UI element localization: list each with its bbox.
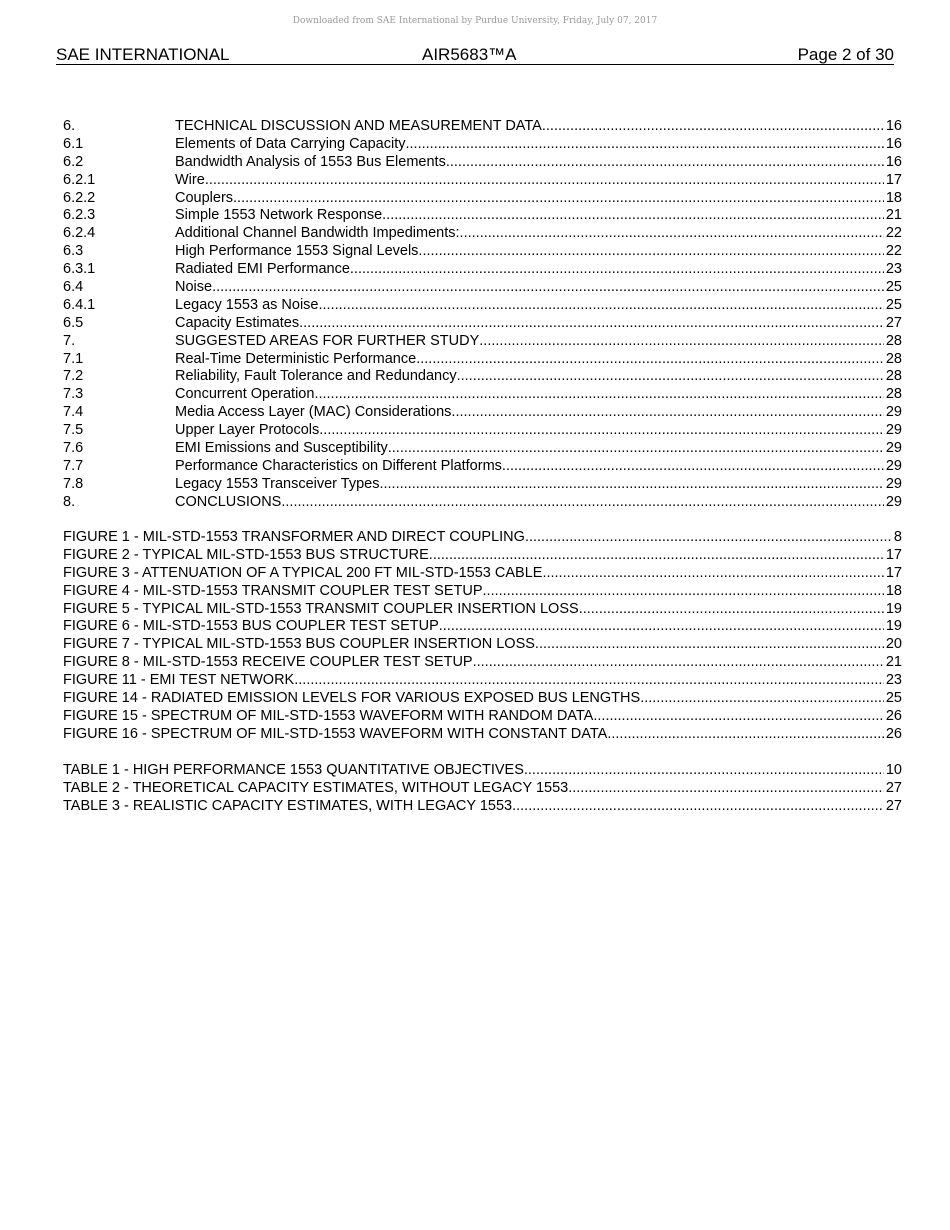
dot-leader [525,529,892,547]
dot-leader [281,494,884,512]
toc-entry-number: 6.2.3 [63,207,96,224]
toc-entry[interactable] [63,547,902,565]
toc-entry-page: 29 [885,440,902,457]
toc-entry-number: 6.5 [63,314,84,331]
toc-entry-title: Media Access Layer (MAC) Considerations [175,404,452,421]
toc-entry-title: Reliability, Fault Tolerance and Redundancy [175,368,457,385]
toc-entry-page: 19 [885,600,902,617]
dot-leader [299,315,884,333]
dot-leader [406,136,884,154]
toc-entry[interactable] [63,529,902,547]
toc-entry-page: 29 [885,457,902,474]
toc-entry[interactable] [63,494,902,512]
dot-leader [233,190,884,208]
toc-entry-page: 28 [885,332,902,349]
toc-entry[interactable] [63,118,902,136]
toc-entry-page: 23 [885,672,902,689]
dot-leader [446,154,884,172]
header-page-number: Page 2 of 30 [797,45,894,64]
toc-entry[interactable] [63,190,902,208]
toc-entry-number: 6.2.1 [63,171,96,188]
dot-leader [542,565,883,583]
toc-entry-title: Additional Channel Bandwidth Impediments: [175,225,460,242]
toc-entry[interactable] [63,136,902,154]
toc-entry-page: 28 [885,350,902,367]
toc-entry-page: 23 [885,261,902,278]
toc-entry[interactable] [63,261,902,279]
toc-entry-title: Capacity Estimates [175,314,300,331]
toc-entry-page: 28 [885,386,902,403]
toc-entry-title: TECHNICAL DISCUSSION AND MEASUREMENT DATA [175,118,542,134]
toc-entry-page: 17 [885,546,902,563]
toc-entry-page: 22 [885,243,902,260]
toc-entry-page: 18 [885,582,902,599]
toc-entry[interactable] [63,636,902,654]
header-document-id: AIR5683™A [422,45,517,64]
toc-entry-page: 19 [885,618,902,635]
toc-entry-number: 7.1 [63,350,84,367]
toc-entry-title: Real-Time Deterministic Performance [175,350,417,367]
toc-entry-title: FIGURE 8 - MIL-STD-1553 RECEIVE COUPLER TEST SETUP [63,654,473,671]
toc-entry-page: 16 [885,153,902,170]
toc-entry-title: CONCLUSIONS [175,493,282,510]
toc-entry-title: Couplers [175,189,234,206]
dot-leader [350,261,884,279]
toc-entry-title: SUGGESTED AREAS FOR FURTHER STUDY [175,332,480,349]
toc-entry-number: 6.4.1 [63,296,96,313]
toc-entry-title: FIGURE 14 - RADIATED EMISSION LEVELS FOR VARIOUS EXPOSED BUS LENGTHS [63,690,641,707]
toc-entry[interactable] [63,762,902,780]
table-of-contents-sections [63,118,902,512]
download-watermark: Downloaded from SAE International by Purdue University, Friday, July 07, 2017 [292,16,658,26]
toc-entry-page: 27 [885,314,902,331]
dot-leader [388,440,884,458]
toc-entry[interactable] [63,279,902,297]
toc-entry-title: FIGURE 1 - MIL-STD-1553 TRANSFORMER AND DIRECT COUPLING [63,529,525,545]
toc-entry[interactable] [63,422,902,440]
toc-entry-title: Concurrent Operation [175,386,315,403]
toc-entry[interactable] [63,476,902,494]
toc-entry[interactable] [63,368,902,386]
toc-entry-title: Wire [175,171,205,188]
toc-entry-title: Legacy 1553 Transceiver Types [175,475,380,492]
toc-entry-title: FIGURE 3 - ATTENUATION OF A TYPICAL 200 FT MIL-STD-1553 CABLE [63,564,543,581]
toc-entry-page: 16 [885,135,902,152]
toc-entry-page: 18 [885,189,902,206]
toc-entry[interactable] [63,654,902,672]
toc-entry-title: TABLE 2 - THEORETICAL CAPACITY ESTIMATES, WITHOUT LEGACY 1553 [63,779,569,796]
toc-entry-title: Bandwidth Analysis of 1553 Bus Elements [175,153,446,170]
toc-entry-title: Performance Characteristics on Different Platforms [175,457,502,474]
dot-leader [212,279,884,297]
toc-entry-page: 22 [885,225,902,242]
toc-entry-page: 17 [885,171,902,188]
toc-entry[interactable] [63,690,902,708]
toc-entry-title: FIGURE 6 - MIL-STD-1553 BUS COUPLER TEST SETUP [63,618,439,635]
dot-leader [524,762,884,780]
toc-entry-title: FIGURE 15 - SPECTRUM OF MIL-STD-1553 WAVEFORM WITH RANDOM DATA [63,707,594,724]
toc-entry-number: 7.8 [63,475,84,492]
toc-entry-page: 21 [885,654,902,671]
toc-entry[interactable] [63,351,902,369]
toc-entry-number: 7.7 [63,457,84,474]
dot-leader [319,422,884,440]
toc-entry-number: 6.1 [63,135,84,152]
toc-entry-page: 26 [885,725,902,742]
toc-entry-page: 25 [885,296,902,313]
toc-entry[interactable] [63,780,902,798]
toc-entry-title: FIGURE 5 - TYPICAL MIL-STD-1553 TRANSMIT COUPLER INSERTION LOSS [63,600,579,617]
toc-entry[interactable] [63,672,902,690]
header-organization: SAE INTERNATIONAL [56,45,230,64]
dot-leader [542,118,884,136]
toc-entry[interactable] [63,243,902,261]
toc-entry-page: 27 [885,797,902,814]
dot-leader [382,207,884,225]
dot-leader [205,172,884,190]
dot-leader [593,708,884,726]
toc-entry[interactable] [63,315,902,333]
toc-entry-page: 29 [885,404,902,421]
toc-entry-number: 6. [63,118,76,134]
toc-entry[interactable] [63,207,902,225]
toc-entry-title: TABLE 1 - HIGH PERFORMANCE 1553 QUANTITATIVE OBJECTIVES [63,762,524,778]
toc-entry-title: Noise [175,279,213,296]
toc-entry-page: 29 [885,475,902,492]
toc-entry-title: FIGURE 16 - SPECTRUM OF MIL-STD-1553 WAVEFORM WITH CONSTANT DATA [63,725,608,742]
toc-entry[interactable] [63,565,902,583]
toc-entry-page: 21 [885,207,902,224]
toc-entry-number: 6.3.1 [63,261,96,278]
toc-entry[interactable] [63,458,902,476]
dot-leader [579,601,884,619]
toc-entry-page: 29 [885,493,902,510]
toc-entry[interactable] [63,386,902,404]
toc-entry-page: 25 [885,279,902,296]
toc-entry[interactable] [63,404,902,422]
toc-entry-number: 6.3 [63,243,84,260]
toc-entry[interactable] [63,601,902,619]
dot-leader [294,672,884,690]
toc-entry-title: FIGURE 4 - MIL-STD-1553 TRANSMIT COUPLER TEST SETUP [63,582,483,599]
toc-entry-number: 7.2 [63,368,84,385]
toc-entry-number: 7.4 [63,404,84,421]
dot-leader [314,386,883,404]
dot-leader [512,798,884,816]
toc-entry-number: 6.4 [63,279,84,296]
toc-entry-title: TABLE 3 - REALISTIC CAPACITY ESTIMATES, WITH LEGACY 1553 [63,797,513,814]
toc-entry-number: 6.2 [63,153,84,170]
toc-entry[interactable] [63,225,902,243]
toc-entry-title: FIGURE 2 - TYPICAL MIL-STD-1553 BUS STRUCTURE [63,546,429,563]
dot-leader [479,333,884,351]
toc-entry-number: 7.5 [63,422,84,439]
page-header [56,45,894,65]
toc-entry-page: 17 [885,564,902,581]
dot-leader [416,351,884,369]
toc-entry-number: 6.2.4 [63,225,96,242]
toc-entry-title: Legacy 1553 as Noise [175,296,319,313]
toc-entry-number: 6.2.2 [63,189,96,206]
toc-entry-page: 26 [885,707,902,724]
dot-leader [473,654,884,672]
toc-entry-title: EMI Emissions and Susceptibility [175,440,388,457]
toc-entry[interactable] [63,708,902,726]
dot-leader [379,476,883,494]
toc-entry-title: Upper Layer Protocols [175,422,320,439]
toc-entry-page: 8 [893,529,902,545]
dot-leader [502,458,884,476]
toc-entry-number: 7. [63,332,76,349]
dot-leader [483,583,884,601]
dot-leader [457,368,884,386]
toc-entry-number: 7.3 [63,386,84,403]
toc-entry[interactable] [63,297,902,315]
dot-leader [460,225,884,243]
toc-entry-page: 20 [885,636,902,653]
toc-entry-number: 8. [63,493,76,510]
toc-entry-page: 25 [885,690,902,707]
dot-leader [640,690,884,708]
dot-leader [418,243,883,261]
toc-entry-page: 10 [885,762,902,778]
toc-entry-title: Radiated EMI Performance [175,261,350,278]
toc-entry-title: Elements of Data Carrying Capacity [175,135,406,152]
list-of-tables [63,762,902,816]
toc-entry-title: FIGURE 7 - TYPICAL MIL-STD-1553 BUS COUPLER INSERTION LOSS [63,636,535,653]
toc-entry-page: 29 [885,422,902,439]
dot-leader [535,636,884,654]
toc-entry[interactable] [63,583,902,601]
toc-entry[interactable] [63,333,902,351]
dot-leader [429,547,884,565]
toc-entry-title: Simple 1553 Network Response [175,207,383,224]
toc-entry[interactable] [63,172,902,190]
toc-entry-page: 27 [885,779,902,796]
toc-entry-number: 7.6 [63,440,84,457]
list-of-figures [63,529,902,744]
dot-leader [607,726,884,744]
toc-entry-title: High Performance 1553 Signal Levels [175,243,419,260]
dot-leader [319,297,884,315]
dot-leader [439,618,884,636]
toc-entry-title: FIGURE 11 - EMI TEST NETWORK [63,672,295,689]
dot-leader [568,780,884,798]
toc-entry[interactable] [63,726,902,744]
toc-entry[interactable] [63,618,902,636]
toc-entry-page: 16 [885,118,902,134]
dot-leader [451,404,883,422]
toc-entry[interactable] [63,440,902,458]
toc-entry[interactable] [63,154,902,172]
toc-entry-page: 28 [885,368,902,385]
toc-entry[interactable] [63,798,902,816]
